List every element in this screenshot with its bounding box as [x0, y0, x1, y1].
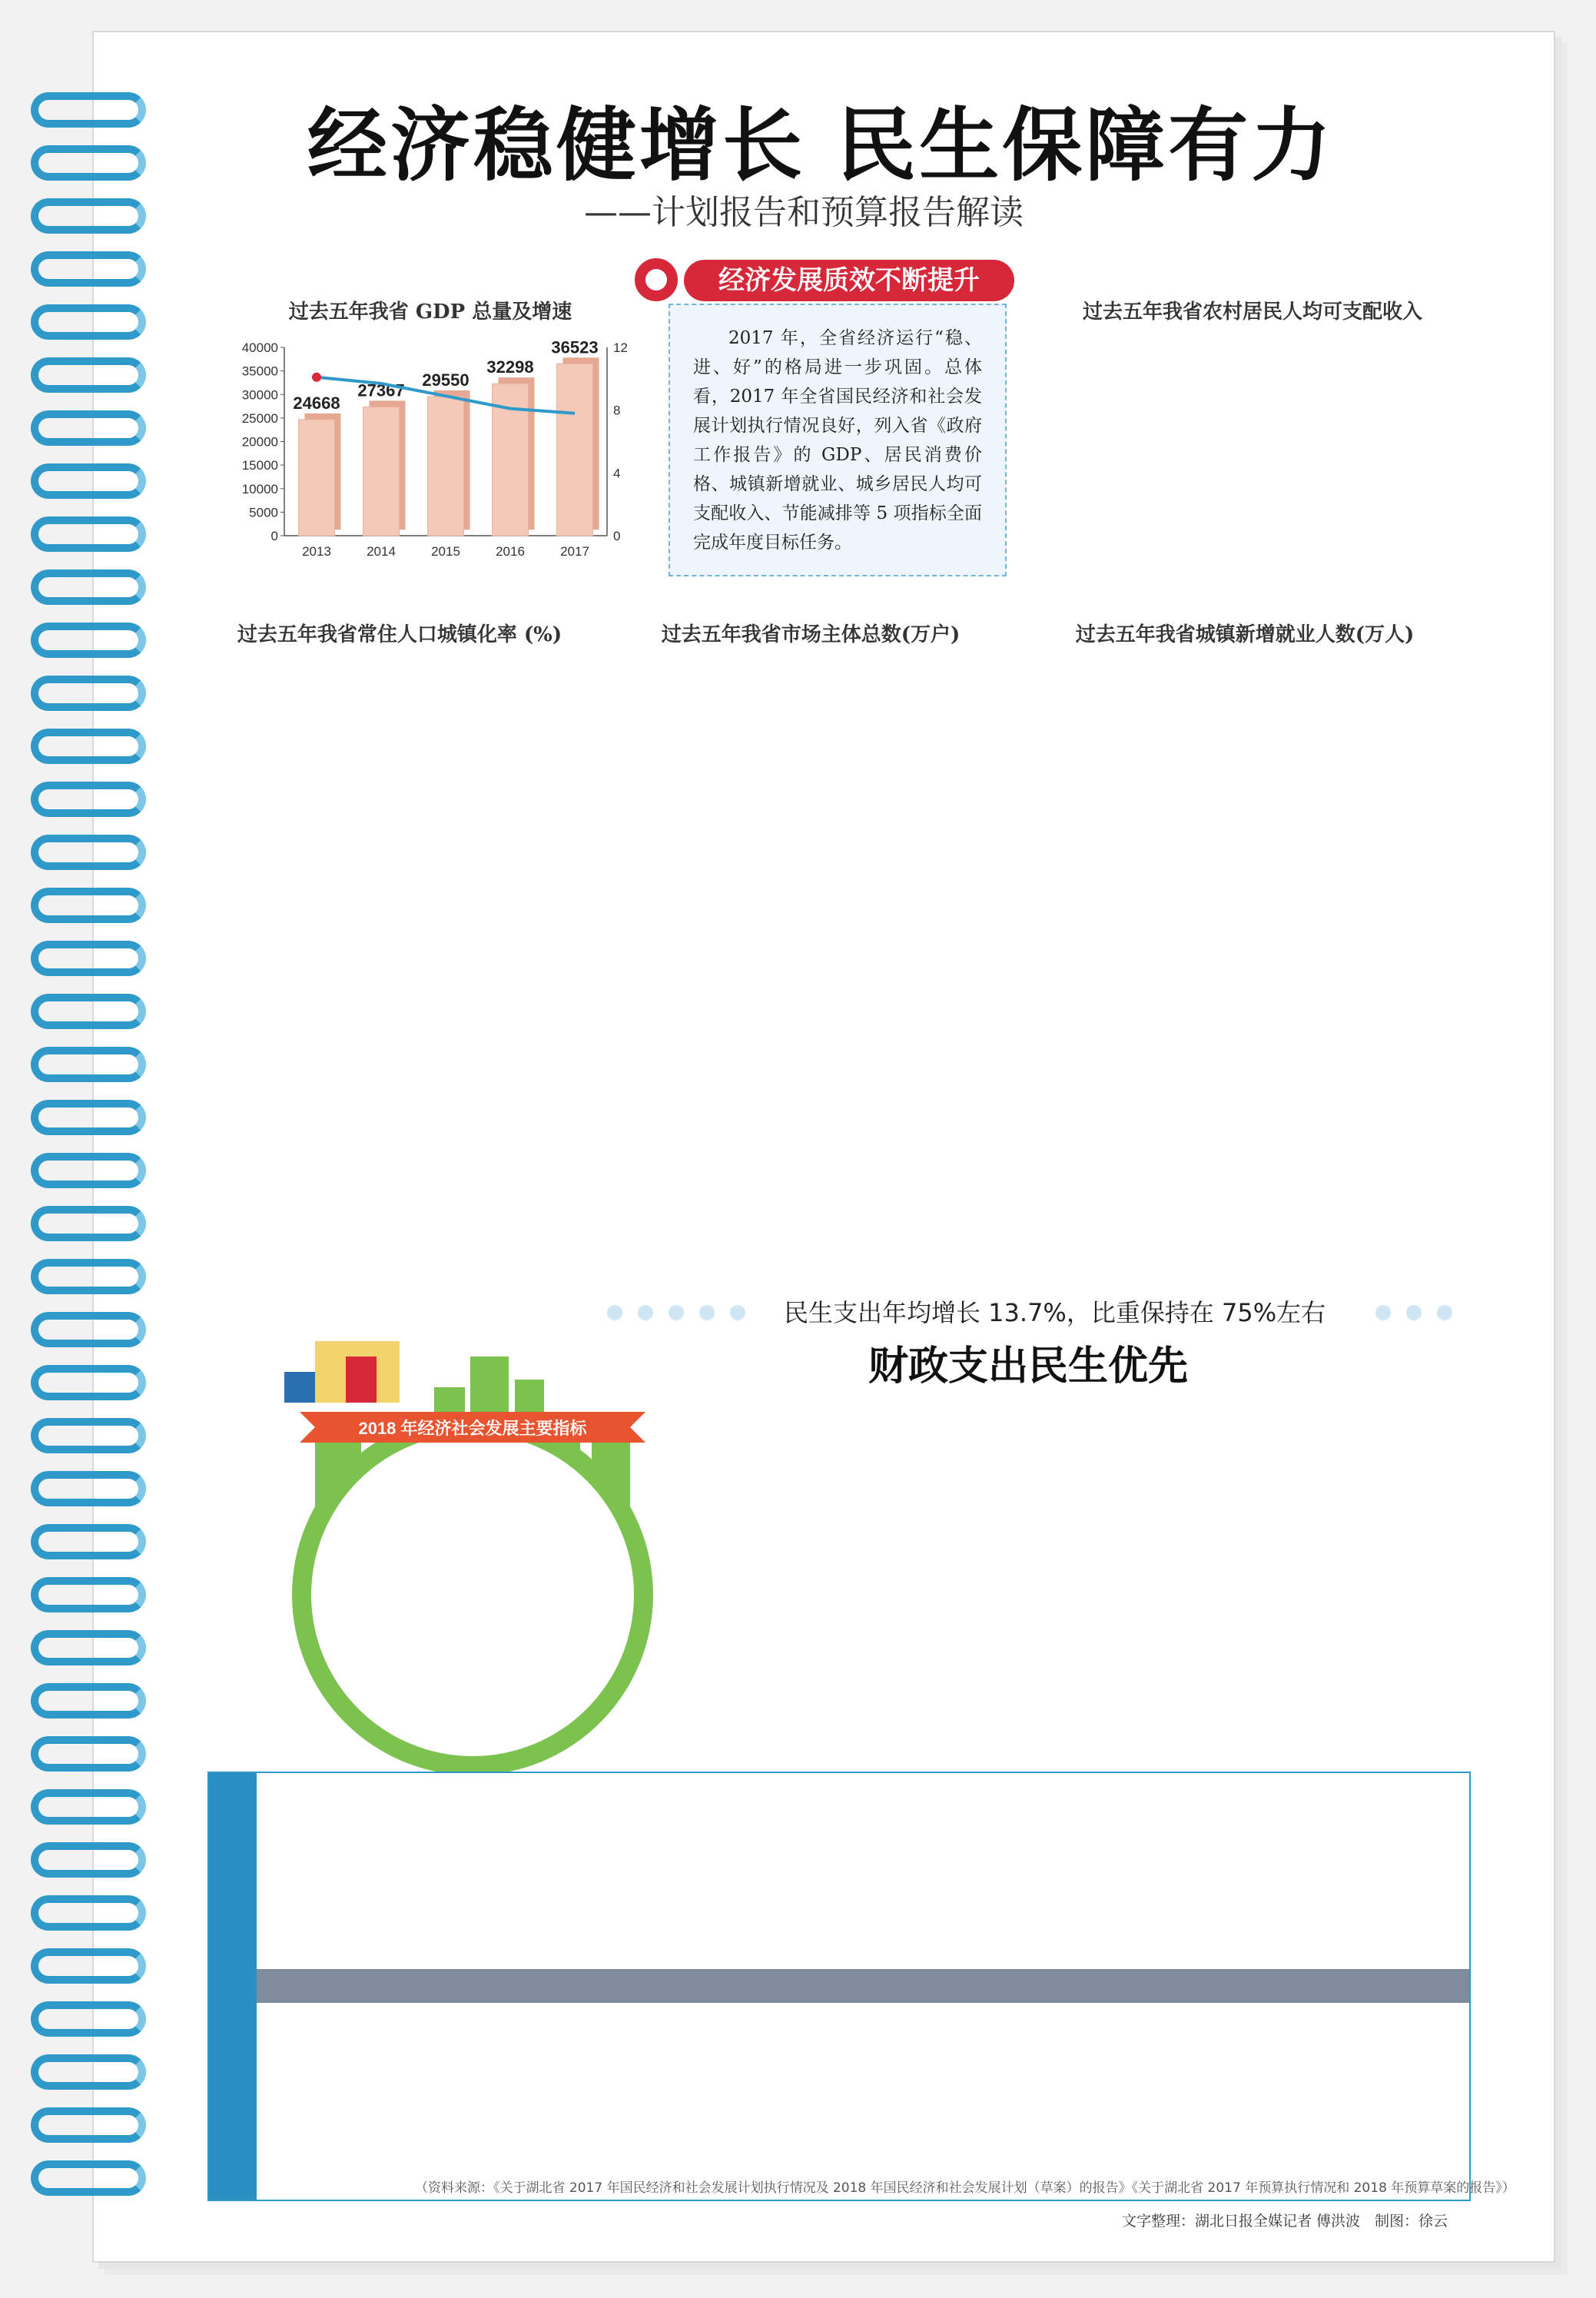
spiral-ring — [31, 1206, 146, 1241]
spiral-ring — [31, 1577, 146, 1612]
spiral-ring — [31, 888, 146, 923]
chart-gdp — [223, 296, 638, 580]
bar-value-label: 24668 — [293, 393, 340, 413]
chart-title: 过去五年我省市场主体总数(万户) — [661, 623, 961, 646]
bar — [556, 364, 592, 536]
chart-title: 过去五年我省 GDP 总量及增速 — [288, 301, 572, 324]
indicator-wheel — [269, 1341, 669, 1795]
bar-value-label: 29550 — [422, 370, 470, 390]
bar-value-label: 27367 — [357, 380, 405, 400]
chart-svg — [626, 647, 995, 874]
spiral-ring — [31, 623, 146, 658]
x-tick-label: 2014 — [367, 544, 396, 559]
section-badge-label: 经济发展质效不断提升 — [684, 260, 1014, 301]
spiral-ring — [31, 1524, 146, 1559]
y2-tick-label: 8 — [613, 403, 621, 418]
chart-svg — [1053, 647, 1437, 874]
y-tick-label: 30000 — [241, 387, 278, 403]
y-tick-label: 10000 — [241, 481, 278, 496]
spiral-ring — [31, 1471, 146, 1506]
spiral-ring — [31, 2160, 146, 2196]
chart-svg — [215, 647, 584, 874]
presenter-figure — [284, 1341, 400, 1403]
spiral-ring — [31, 570, 146, 605]
x-tick-label: 2015 — [431, 544, 460, 559]
x-tick-label: 2016 — [496, 544, 525, 559]
y-tick-label: 20000 — [241, 434, 278, 450]
spiral-ring — [31, 729, 146, 764]
chart-svg — [1045, 324, 1460, 582]
spiral-ring — [31, 835, 146, 870]
spiral-ring — [31, 1047, 146, 1082]
bar — [363, 407, 399, 536]
spiral-ring — [31, 516, 146, 552]
spiral-ring — [31, 941, 146, 976]
spiral-ring — [31, 1418, 146, 1453]
y-tick-label: 25000 — [241, 410, 278, 426]
bar — [298, 420, 334, 536]
spiral-ring — [31, 410, 146, 446]
wheel-center — [311, 1433, 634, 1756]
spiral-ring — [31, 1312, 146, 1347]
spiral-ring — [31, 782, 146, 817]
chart-title: 过去五年我省农村居民人均可支配收入 — [1082, 301, 1422, 324]
chart-employment — [1053, 619, 1437, 872]
y-tick-label: 35000 — [241, 364, 278, 379]
spiral-ring — [31, 198, 146, 234]
spiral-ring — [31, 2054, 146, 2090]
chart-title: 过去五年我省常住人口城镇化率 (%) — [237, 623, 562, 646]
spiral-ring — [31, 304, 146, 340]
wheel-title: 2018 年经济社会发展主要指标 — [358, 1419, 587, 1438]
x-tick-label: 2013 — [302, 544, 331, 559]
y2-tick-label: 12 — [613, 340, 628, 355]
section-badge — [630, 254, 1022, 307]
y-tick-label: 5000 — [249, 505, 278, 520]
intro-box: 2017 年，全省经济运行“稳、进、好”的格局进一步巩固。总体看，2017 年全省国民经济和社会发展计划执行情况良好，列入省《政府工作报告》的 GDP、居民消费价格、城镇新增就业、城乡居民人均可支配收入、节能减排等 5 项指标全面完成年度目标任务。 — [669, 304, 1007, 576]
spiral-ring — [31, 1259, 146, 1294]
spiral-ring — [31, 1736, 146, 1772]
spiral-ring — [31, 1365, 146, 1400]
spiral-ring — [31, 1100, 146, 1135]
y2-tick-label: 0 — [613, 529, 621, 543]
spiral-ring — [31, 1683, 146, 1719]
spiral-ring — [31, 1789, 146, 1825]
wheel-svg — [269, 1341, 669, 1795]
page-subtitle: ——计划报告和预算报告解读 — [584, 193, 1024, 232]
chart-title: 过去五年我省城镇新增就业人数(万人) — [1075, 623, 1415, 646]
spiral-binding — [31, 92, 154, 2213]
chart-urbanization — [215, 619, 584, 872]
spiral-ring — [31, 92, 146, 128]
spiral-ring — [31, 1895, 146, 1931]
chart-rural-income — [1045, 296, 1460, 580]
spiral-ring — [31, 357, 146, 393]
spiral-ring — [31, 1630, 146, 1665]
chart-svg — [223, 324, 638, 582]
spiral-ring — [31, 1948, 146, 1984]
target-icon — [630, 254, 682, 306]
bar-value-label: 32298 — [486, 357, 534, 377]
spiral-ring — [31, 463, 146, 499]
spiral-ring — [31, 251, 146, 287]
y-tick-label: 15000 — [241, 458, 278, 473]
livelihood-side-title — [209, 1773, 257, 2200]
spiral-ring — [31, 676, 146, 711]
chart-market-entities — [626, 619, 995, 872]
spiral-ring — [31, 145, 146, 181]
spiral-ring — [31, 1153, 146, 1188]
livelihood-zigzag — [257, 1938, 1469, 2031]
bar-value-label: 36523 — [551, 337, 599, 357]
spiral-ring — [31, 994, 146, 1029]
byline: 文字整理：湖北日报全媒记者 傅洪波 制图：徐云 — [1122, 2213, 1448, 2230]
spiral-ring — [31, 2107, 146, 2143]
bar — [427, 397, 463, 536]
spiral-ring — [31, 1842, 146, 1878]
y-tick-label: 40000 — [241, 340, 278, 355]
section2-header — [607, 1280, 1491, 1390]
section2-subtitle: 民生支出年均增长 13.7%，比重保持在 75%左右 — [784, 1298, 1326, 1327]
section2-title: 财政支出民生优先 — [868, 1343, 1189, 1390]
y2-tick-label: 4 — [613, 466, 621, 481]
page-title: 经济稳健增长 民生保障有力 — [307, 98, 1335, 192]
x-tick-label: 2017 — [560, 544, 589, 559]
growth-point — [312, 373, 321, 382]
spiral-ring — [31, 2001, 146, 2037]
y-tick-label: 0 — [270, 529, 278, 543]
source-note: （资料来源：《关于湖北省 2017 年国民经济和社会发展计划执行情况及 2018 年国民经济和社会发展计划（草案）的报告》《关于湖北省 2017 年预算执行情况和 2018 年预算草案的报告》） — [415, 2180, 1515, 2196]
livelihood-panel — [207, 1772, 1471, 2201]
